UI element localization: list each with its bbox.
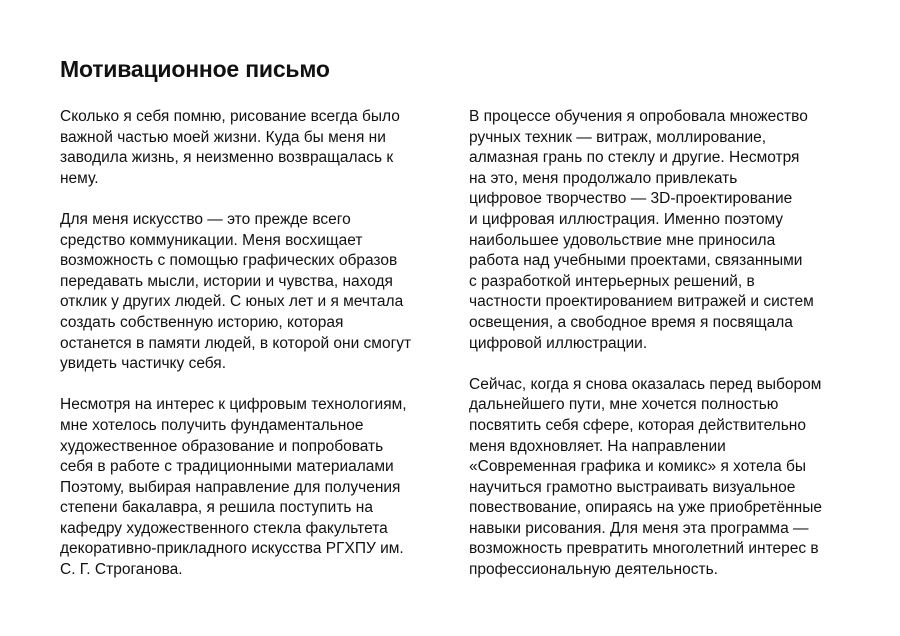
page-title: Мотивационное письмо (60, 56, 330, 82)
left-column (60, 107, 460, 601)
text-line: важной частью моей жизни. Куда бы меня ни (60, 128, 386, 146)
text-line: профессиональную деятельность. (469, 561, 718, 579)
text-line: декоративно-прикладного искусства РГХПУ им. (60, 540, 404, 558)
text-line: останется в памяти людей, в которой они смогут (60, 334, 412, 352)
text-line: возможность с помощью графических образов (60, 252, 398, 270)
text-line: Сейчас, когда я снова оказалась перед выбором (469, 375, 822, 393)
text-line: дальнейшего пути, мне хочется полностью (469, 396, 779, 414)
text-line: ручных техник — витраж, моллирование, (469, 128, 767, 146)
text-line: отклик у других людей. С юных лет и я мечтала (60, 293, 404, 311)
paragraph (60, 395, 460, 580)
text-line: Сколько я себя помню, рисование всегда было (60, 108, 400, 125)
text-line: меня вдохновляет. На направлении (469, 437, 726, 455)
right-column (469, 107, 869, 601)
text-line: передавать мысли, истории и чувства, находя (60, 272, 393, 290)
text-line: научиться грамотно выстраивать визуальное (469, 478, 796, 496)
text-line: себя в работе с традиционными материалами (60, 458, 394, 476)
text-line: Несмотря на интерес к цифровым технологиям, (60, 396, 407, 414)
text-line: повествование, опираясь на уже приобретённые (469, 499, 822, 517)
text-line: алмазная грань по стеклу и другие. Несмотря (469, 149, 800, 167)
paragraph (469, 107, 869, 354)
text-line: возможность превратить многолетний интерес в (469, 540, 819, 558)
text-line: цифровое творчество — 3D-проектирование (469, 190, 793, 208)
text-line: степени бакалавра, я решила поступить на (60, 499, 373, 517)
text-line: наибольшее удовольствие мне приносила (469, 231, 776, 249)
text-line: С. Г. Строганова. (60, 561, 183, 579)
text-line: средство коммуникации. Меня восхищает (60, 231, 363, 249)
paragraph (60, 210, 460, 375)
text-line: с разработкой интерьерных решений, в (469, 272, 755, 290)
text-line: Поэтому, выбирая направление для получения (60, 478, 401, 496)
text-line: навыки рисования. Для меня эта программа — (469, 519, 809, 537)
text-line: Для меня искусство — это прежде всего (60, 210, 351, 228)
text-line: цифровой иллюстрации. (469, 334, 648, 352)
text-line: создать собственную историю, которая (60, 313, 344, 331)
text-line: художественное образование и попробовать (60, 437, 384, 455)
paragraph (469, 375, 869, 581)
text-line: на это, меня продолжало привлекать (469, 169, 738, 187)
text-line: заводила жизнь, я неизменно возвращалась к (60, 149, 394, 167)
text-line: и цифровая иллюстрация. Именно поэтому (469, 210, 784, 228)
text-line: увидеть частичку себя. (60, 355, 226, 373)
paragraph (60, 107, 460, 189)
text-line: нему. (60, 169, 99, 187)
text-line: кафедру художественного стекла факультета (60, 519, 388, 537)
text-line: посвятить себя сфере, которая действительно (469, 416, 806, 434)
text-line: мне хотелось получить фундаментальное (60, 416, 364, 434)
text-line: В процессе обучения я опробовала множество (469, 108, 808, 125)
text-line: работа над учебными проектами, связанными (469, 252, 803, 270)
text-line: частности проектированием витражей и систем (469, 293, 814, 311)
text-line: освещения, а свободное время я посвящала (469, 313, 793, 331)
text-line: «Современная графика и комикс» я хотела бы (469, 458, 807, 476)
